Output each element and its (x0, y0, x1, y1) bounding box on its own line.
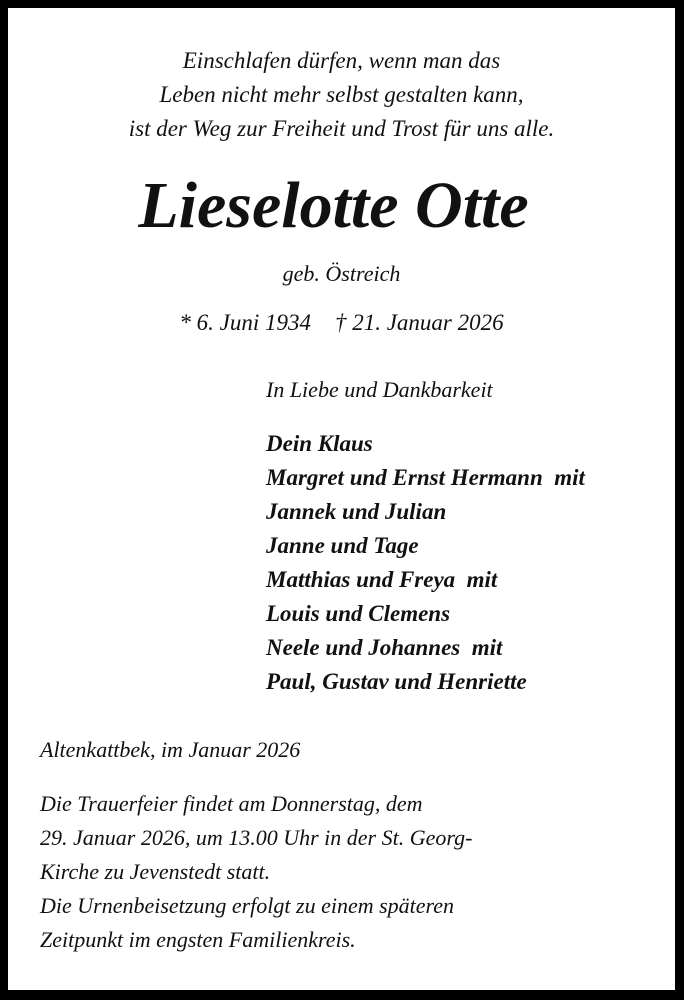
mourner-name: Dein Klaus (266, 431, 373, 456)
place-date: Altenkattbek, im Januar 2026 (40, 737, 301, 762)
funeral-info-line: Die Trauerfeier findet am Donnerstag, dem (40, 791, 423, 816)
motto-line: Einschlafen dürfen, wenn man das (182, 48, 501, 73)
mourner-name: Paul, Gustav und Henriette (266, 669, 527, 694)
birth-date: * 6. Juni 1934 (179, 310, 311, 335)
funeral-info-line: Kirche zu Jevenstedt statt. (40, 859, 271, 884)
funeral-info-line: Zeitpunkt im engsten Familienkreis. (40, 927, 356, 952)
funeral-info-line: 29. Januar 2026, um 13.00 Uhr in der St. Georg- (40, 825, 473, 850)
mourner-name: Matthias und Freya mit (266, 567, 498, 592)
mourner-name: Louis und Clemens (266, 601, 451, 626)
deceased-name: Lieselotte Otte (138, 169, 529, 242)
life-dates (8, 310, 675, 336)
birth-name: geb. Östreich (282, 261, 401, 286)
mourner-name: Janne und Tage (266, 533, 419, 558)
obituary-notice (8, 8, 675, 990)
mourners-intro: In Liebe und Dankbarkeit (266, 377, 493, 402)
funeral-info-line: Die Urnenbeisetzung erfolgt zu einem späteren (40, 893, 455, 918)
motto-line: ist der Weg zur Freiheit und Trost für uns alle. (128, 116, 555, 141)
mourner-name: Jannek und Julian (266, 499, 447, 524)
death-date: † 21. Januar 2026 (334, 310, 504, 335)
motto-line: Leben nicht mehr selbst gestalten kann, (159, 82, 524, 107)
mourner-name: Margret und Ernst Hermann mit (266, 465, 585, 490)
mourner-name: Neele und Johannes mit (266, 635, 503, 660)
